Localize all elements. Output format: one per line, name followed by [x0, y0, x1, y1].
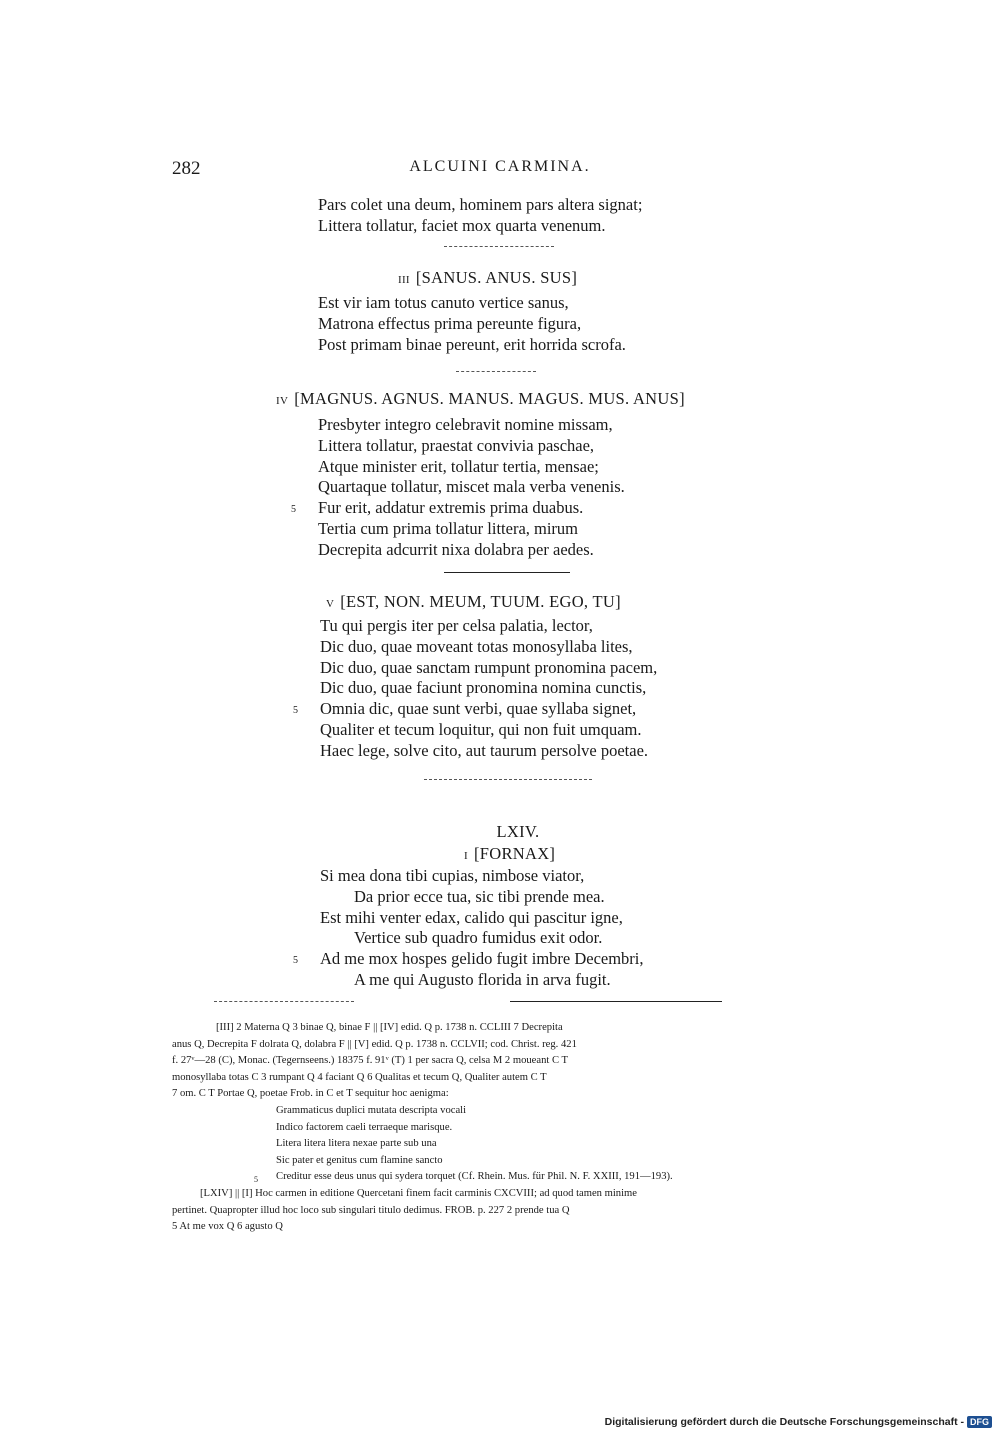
verse-line: 5 Fur erit, addatur extremis prima duabus. — [318, 498, 625, 519]
dfg-logo: DFG — [967, 1416, 992, 1428]
verse-line: Presbyter integro celebravit nomine missam, — [318, 415, 613, 434]
funding-credit-text: Digitalisierung gefördert durch die Deutsche Forschungsgemeinschaft - — [604, 1416, 964, 1428]
verse-line: 5 Omnia dic, quae sunt verbi, quae syllaba signet, — [320, 699, 657, 720]
poem-iii-heading — [398, 268, 577, 288]
note-line: [III] 2 Materna Q 3 binae Q, binae F || [IV] edid. Q p. 1738 n. CCLIII 7 Decrepita — [216, 1022, 563, 1033]
poem-iv-number: IV — [276, 395, 289, 407]
line-number: 5 — [293, 955, 298, 967]
poem-v-title: [EST, NON. MEUM, TUUM. EGO, TU] — [340, 592, 621, 611]
verse-line: Haec lege, solve cito, aut taurum persolve poetae. — [320, 740, 649, 760]
note-line: 5 At me vox Q 6 agusto Q — [172, 1221, 283, 1233]
poem-iv-heading — [276, 389, 685, 409]
enigma-line: Litera litera litera nexae parte sub una — [276, 1138, 437, 1150]
poem-iii-body — [318, 293, 626, 355]
verse-line: Qualiter et tecum loquitur, qui non fuit umquam. — [320, 719, 642, 739]
verse-line: Decrepita adcurrit nixa dolabra per aedes. — [318, 539, 594, 559]
poem-ii-tail — [318, 195, 642, 237]
note-line: pertinet. Quapropter illud hoc loco sub singulari titulo dedimus. FROB. p. 227 2 prende tua Q — [172, 1204, 570, 1216]
verse-line: Pars colet una deum, hominem pars altera signat; — [318, 195, 643, 214]
note-line: f. 27ᵛ—28 (C), Monac. (Tegernseens.) 18375 f. 91ᵛ (T) 1 per sacra Q, celsa M 2 moueant C T — [172, 1055, 568, 1067]
poem-v-body — [293, 616, 658, 762]
verse-line: Dic duo, quae faciunt pronomina nomina cunctis, — [320, 678, 647, 698]
enigma-line: 5 Creditur esse deus unus qui sydera torquet (Cf. Rhein. Mus. für Phil. N. F. XXIII, 191—193). — [276, 1169, 844, 1186]
verse-line: Vertice sub quadro fumidus exit odor. — [354, 928, 603, 948]
running-head: ALCUINI CARMINA. — [409, 158, 591, 175]
section-divider — [424, 779, 592, 780]
poem-lxiv-heading — [464, 844, 555, 864]
apparatus-rule-right — [510, 1001, 722, 1002]
poem-lxiv-subnumber: I — [464, 850, 468, 862]
verse-line: Est mihi venter edax, calido qui pascitur igne, — [320, 907, 623, 927]
line-number: 5 — [254, 1175, 258, 1185]
note-line: [LXIV] || [I] Hoc carmen in editione Quercetani finem facit carminis CXCVIII; ad quod tamen minime — [200, 1187, 637, 1199]
poem-v-number: V — [326, 598, 335, 610]
enigma-line: Sic pater et genitus cum flamine sancto — [276, 1154, 443, 1166]
verse-line: Littera tollatur, faciet mox quarta venenum. — [318, 215, 606, 235]
poem-iv-title: [MAGNUS. AGNUS. MANUS. MAGUS. MUS. ANUS] — [294, 389, 685, 408]
verse-line: Atque minister erit, tollatur tertia, mensae; — [318, 456, 599, 476]
line-number: 5 — [293, 705, 298, 717]
verse-line: 5 Ad me mox hospes gelido fugit imbre Decembri, — [320, 949, 644, 970]
verse-line: Est vir iam totus canuto vertice sanus, — [318, 293, 569, 312]
verse-line: Littera tollatur, praestat convivia paschae, — [318, 435, 595, 455]
critical-apparatus — [172, 1020, 844, 1236]
note-line: monosyllaba totas C 3 rumpant Q 4 faciant Q 6 Qualitas et tecum Q, Qualiter autem C T — [172, 1071, 547, 1083]
verse-line: Tertia cum prima tollatur littera, mirum — [318, 518, 579, 538]
apparatus-rule-left — [214, 1001, 354, 1002]
section-divider — [444, 572, 570, 573]
verse-line: Tu qui pergis iter per celsa palatia, lector, — [320, 616, 593, 635]
verse-line: Dic duo, quae sanctam rumpunt pronomina pacem, — [320, 657, 658, 677]
verse-line: A me qui Augusto florida in arva fugit. — [354, 969, 611, 989]
poem-lxiv-body — [293, 866, 644, 991]
note-line: anus Q, Decrepita F dolrata Q, dolabra F || [V] edid. Q p. 1738 n. CCLVII; cod. Christ. reg. 421 — [172, 1038, 577, 1050]
verse-line: Quartaque tollatur, miscet mala verba venenis. — [318, 477, 625, 497]
poem-iii-title: [SANUS. ANUS. SUS] — [415, 268, 578, 287]
verse-line: Da prior ecce tua, sic tibi prende mea. — [354, 886, 605, 906]
poem-lxiv-title: [FORNAX] — [473, 844, 556, 863]
funding-credit — [605, 1416, 992, 1428]
note-line: 7 om. C T Portae Q, poetae Frob. in C et T sequitur hoc aenigma: — [172, 1088, 449, 1100]
enigma-block — [172, 1103, 844, 1186]
enigma-line: Indico factorem caeli terraeque marisque. — [276, 1121, 453, 1133]
poem-iii-number: III — [398, 274, 410, 286]
verse-line: Si mea dona tibi cupias, nimbose viator, — [320, 866, 585, 885]
section-divider — [456, 371, 536, 372]
poem-v-heading — [326, 592, 621, 612]
line-number: 5 — [291, 504, 296, 516]
poem-iv-body — [291, 415, 625, 561]
page-number: 282 — [172, 158, 201, 179]
section-divider — [444, 246, 554, 247]
verse-line: Post primam binae pereunt, erit horrida scrofa. — [318, 334, 626, 354]
poem-lxiv-number: LXIV. — [496, 822, 540, 841]
enigma-line: Grammaticus duplici mutata descripta vocali — [276, 1104, 467, 1116]
verse-line: Matrona effectus prima pereunte figura, — [318, 313, 582, 333]
verse-line: Dic duo, quae moveant totas monosyllaba lites, — [320, 636, 633, 656]
